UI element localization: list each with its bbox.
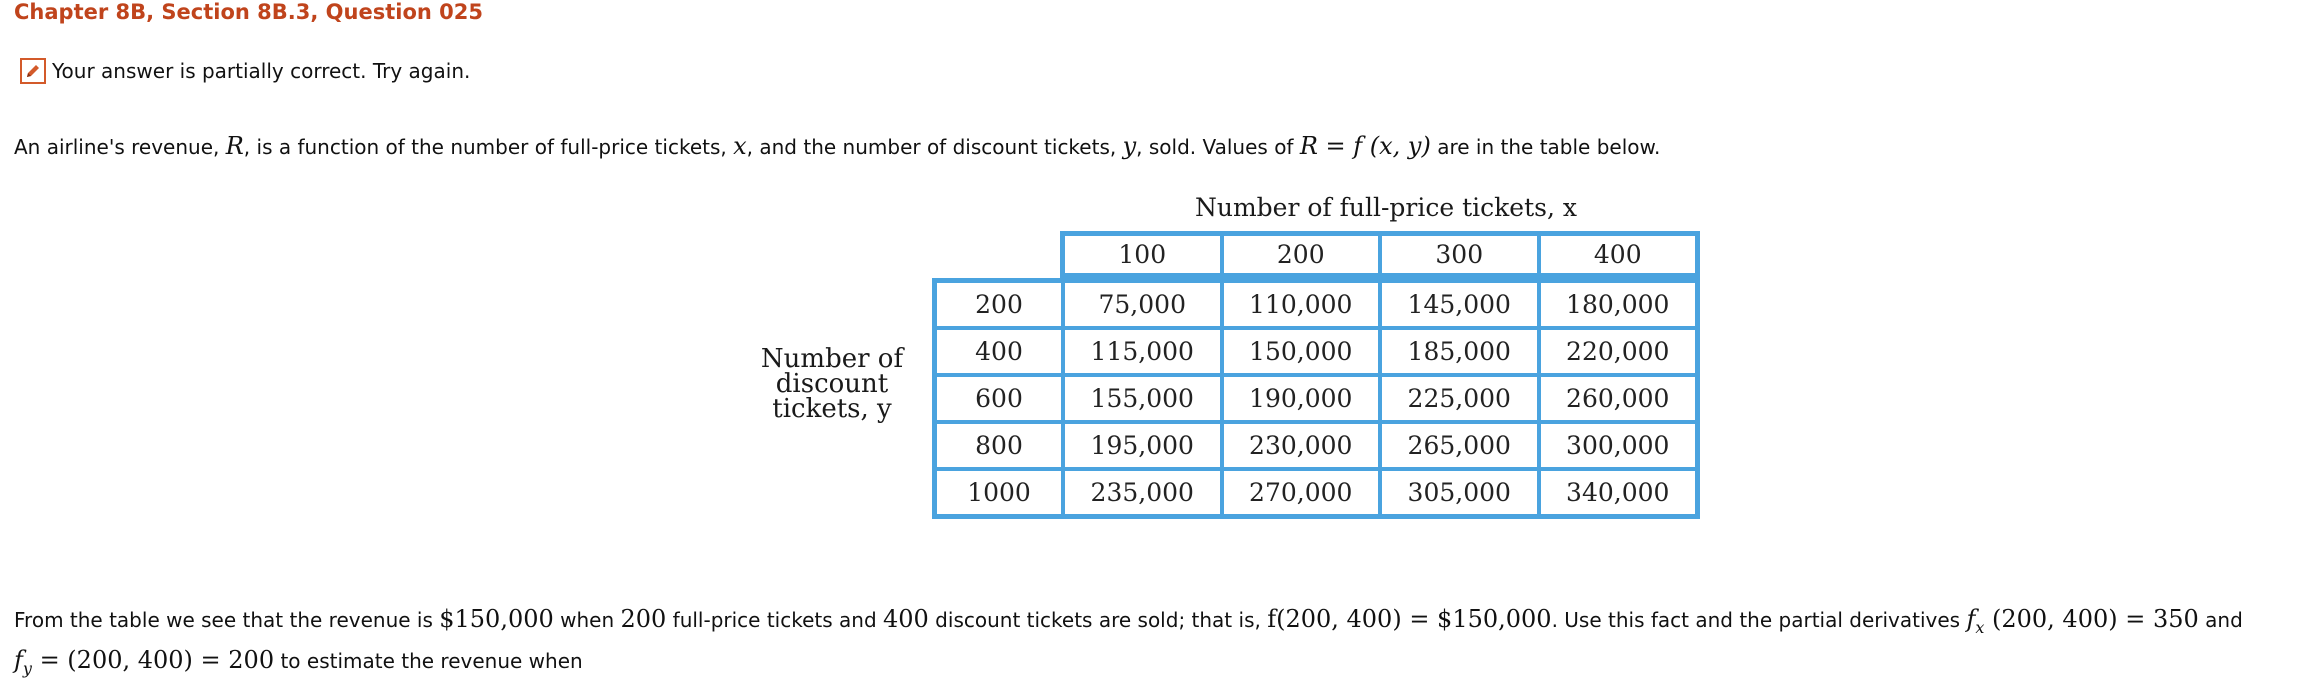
column-header: 200 bbox=[1224, 236, 1383, 273]
table-cell: 260,000 bbox=[1566, 384, 1670, 413]
row-header: 400 bbox=[937, 330, 1065, 373]
answer-status bbox=[20, 56, 470, 86]
table-cell: 190,000 bbox=[1224, 377, 1383, 420]
column-header-row bbox=[1060, 231, 1700, 278]
pencil-icon[interactable] bbox=[20, 58, 46, 84]
row-axis-title bbox=[752, 344, 912, 424]
question-fragment: . Use this fact and the partial derivatives bbox=[1551, 608, 1967, 632]
row-axis-title-line: discount bbox=[775, 369, 889, 399]
problem-statement bbox=[14, 132, 1660, 160]
table-row bbox=[937, 377, 1695, 424]
question-fragment: and bbox=[2198, 608, 2243, 632]
question-text bbox=[14, 603, 2304, 685]
revenue-table bbox=[932, 278, 1700, 519]
row-axis-title-line: tickets, y bbox=[772, 394, 892, 424]
intro-text: , sold. Values of bbox=[1136, 135, 1300, 159]
question-fragment: From the table we see that the revenue is bbox=[14, 608, 440, 632]
table-cell: 185,000 bbox=[1382, 330, 1541, 373]
question-fragment: discount tickets are sold; that is, bbox=[928, 608, 1268, 632]
function-formula: R = f (x, y) bbox=[1299, 132, 1431, 160]
partial-fy: f bbox=[14, 646, 23, 674]
row-axis-title-line: Number of bbox=[760, 344, 904, 374]
column-header: 400 bbox=[1593, 240, 1642, 269]
table-row bbox=[937, 283, 1695, 330]
math-expression: = (200, 400) = 200 bbox=[31, 646, 275, 674]
intro-text: , is a function of the number of full-price tickets, bbox=[243, 135, 734, 159]
table-cell: 270,000 bbox=[1224, 471, 1383, 514]
variable-R: R bbox=[225, 132, 244, 160]
table-cell: 145,000 bbox=[1382, 283, 1541, 326]
table-cell: 110,000 bbox=[1224, 283, 1383, 326]
table-cell: 180,000 bbox=[1566, 290, 1670, 319]
variable-x: x bbox=[733, 132, 747, 160]
math-expression: 400 bbox=[883, 605, 929, 633]
math-expression: (200, 400) = 350 bbox=[1984, 605, 2199, 633]
table-cell: 195,000 bbox=[1065, 424, 1224, 467]
table-cell: 265,000 bbox=[1382, 424, 1541, 467]
table-cell: 305,000 bbox=[1382, 471, 1541, 514]
row-header: 200 bbox=[937, 283, 1065, 326]
status-message: Your answer is partially correct. Try again. bbox=[52, 59, 471, 83]
question-fragment: when bbox=[553, 608, 621, 632]
question-fragment: full-price tickets and bbox=[666, 608, 884, 632]
table-cell: 75,000 bbox=[1065, 283, 1224, 326]
intro-text: An airline's revenue, bbox=[14, 135, 226, 159]
table-cell: 340,000 bbox=[1566, 478, 1670, 507]
table-cell: 220,000 bbox=[1566, 337, 1670, 366]
variable-y: y bbox=[1122, 132, 1137, 160]
math-expression: 200 bbox=[620, 605, 667, 633]
math-expression: $150,000 bbox=[439, 605, 554, 633]
table-row bbox=[937, 424, 1695, 471]
column-header: 100 bbox=[1065, 236, 1224, 273]
row-header: 1000 bbox=[937, 471, 1065, 514]
row-header: 800 bbox=[937, 424, 1065, 467]
column-header: 300 bbox=[1382, 236, 1541, 273]
table-cell: 230,000 bbox=[1224, 424, 1383, 467]
question-fragment: to estimate the revenue when bbox=[274, 649, 583, 673]
math-expression: f(200, 400) = $150,000 bbox=[1267, 605, 1552, 633]
table-cell: 150,000 bbox=[1224, 330, 1383, 373]
table-cell: 115,000 bbox=[1065, 330, 1224, 373]
subscript: x bbox=[1975, 618, 1985, 637]
table-cell: 225,000 bbox=[1382, 377, 1541, 420]
table-cell: 155,000 bbox=[1065, 377, 1224, 420]
table-row bbox=[937, 330, 1695, 377]
chapter-title: Chapter 8B, Section 8B.3, Question 025 bbox=[14, 0, 483, 24]
table-row bbox=[937, 471, 1695, 514]
partial-fx: f bbox=[1966, 605, 1976, 633]
column-axis-title: Number of full-price tickets, x bbox=[1195, 193, 1577, 222]
table-cell: 300,000 bbox=[1566, 431, 1670, 460]
intro-text: , and the number of discount tickets, bbox=[746, 135, 1123, 159]
row-header: 600 bbox=[937, 377, 1065, 420]
table-cell: 235,000 bbox=[1065, 471, 1224, 514]
subscript: y bbox=[22, 659, 32, 678]
intro-text: are in the table below. bbox=[1430, 135, 1661, 159]
